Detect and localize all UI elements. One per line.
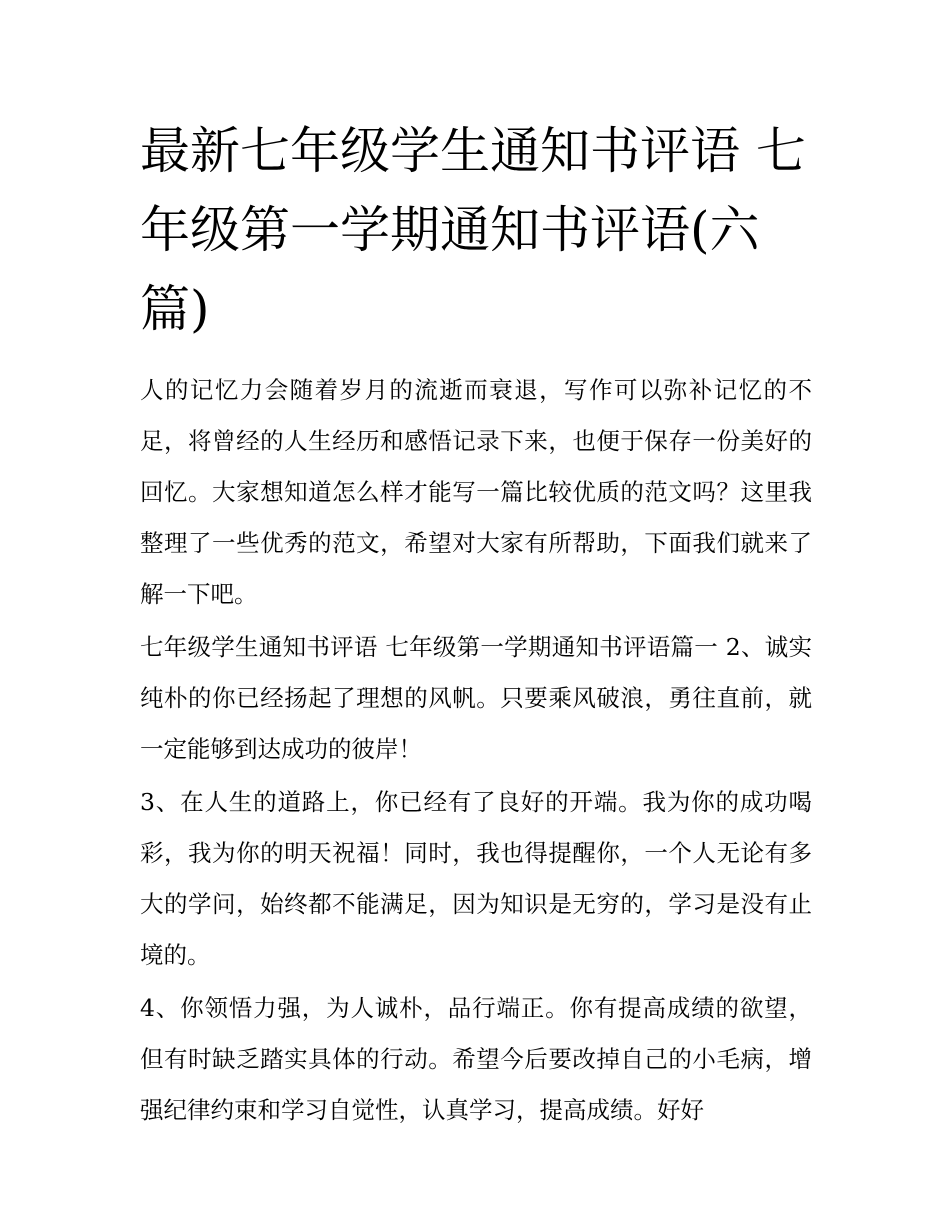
- comment-paragraph-2: 七年级学生通知书评语 七年级第一学期通知书评语篇一 2、诚实纯朴的你已经扬起了理想的风帆。只要乘风破浪，勇往直前，就一定能够到达成功的彼岸！: [140, 633, 812, 763]
- comment-paragraph-3: 3、在人生的道路上，你已经有了良好的开端。我为你的成功喝彩，我为你的明天祝福！同时，我也得提醒你，一个人无论有多大的学问，始终都不能满足，因为知识是无穷的，学习是没有止境的。: [140, 788, 812, 969]
- document-body: [140, 365, 812, 1136]
- document-page: [140, 112, 812, 1136]
- intro-paragraph: 人的记忆力会随着岁月的流逝而衰退，写作可以弥补记忆的不足，将曾经的人生经历和感悟记录下来，也便于保存一份美好的回忆。大家想知道怎么样才能写一篇比较优质的范文吗？这里我整理了一些优秀的范文，希望对大家有所帮助，下面我们就来了解一下吧。: [140, 376, 812, 608]
- document-title: 最新七年级学生通知书评语 七年级第一学期通知书评语(六篇): [140, 122, 806, 338]
- comment-paragraph-4: 4、你领悟力强，为人诚朴，品行端正。你有提高成绩的欲望，但有时缺乏踏实具体的行动。希望今后要改掉自己的小毛病，增强纪律约束和学习自觉性，认真学习，提高成绩。好好: [140, 994, 812, 1124]
